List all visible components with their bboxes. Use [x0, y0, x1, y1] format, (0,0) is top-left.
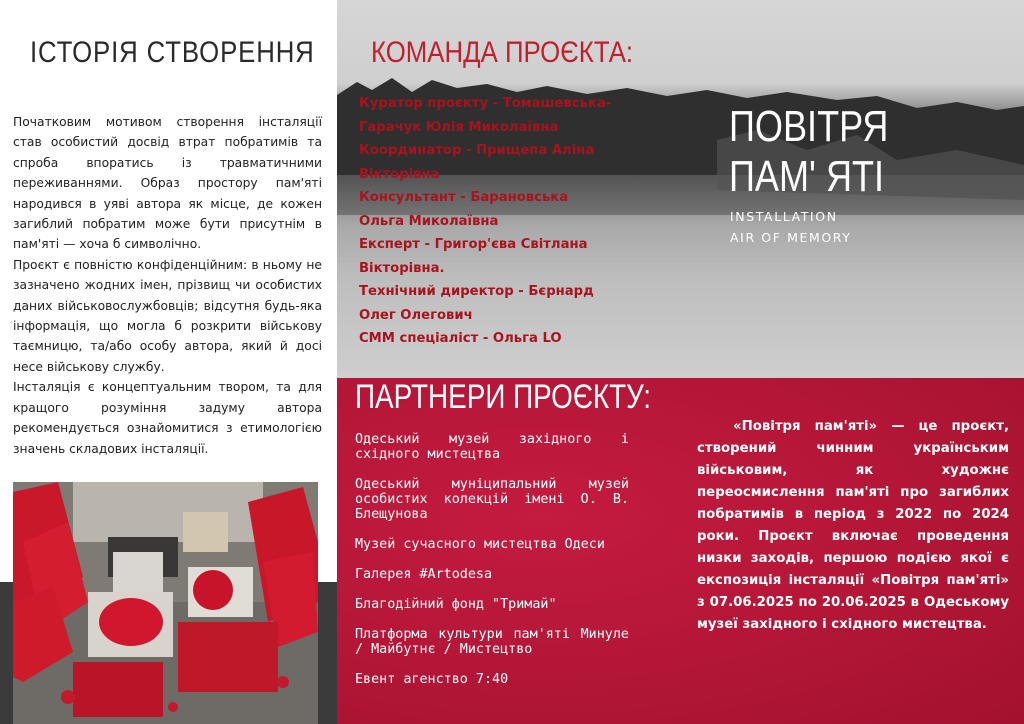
team-title: КОМАНДА ПРОЄКТА: [371, 36, 634, 69]
team-line: Олег Олегович [359, 307, 473, 323]
about-project-text: «Повітря пам'яті» — це проєкт, створений чинним українським військовим, як художнє переосмислення пам'яті про загиблих побратимів в період з 2022 по 2024 роки. Проєкт включає проведення низки заходів, першою подією якої є експозиція інсталяції «Повітря пам'яті» з 07.06.2025 по 20.06.2025 в Одеському музеї західного і східного мистецтва. [697, 419, 1009, 632]
team-line: Гарачук Юлія Миколаївна [359, 119, 559, 135]
partner-item: Платформа культури пам'яті Минуле / Майбутнє / Мистецтво [355, 627, 629, 657]
partners-list [355, 432, 629, 702]
partner-item: Одеський муніципальний музей особистих колекцій імені О. В. Блещунова [355, 477, 629, 522]
partner-item: Галерея #Artodesa [355, 567, 493, 582]
poster-title-line-2: ПАМ' ЯТІ [729, 152, 885, 201]
partner-item: Одеський музей західного і східного мистецтва [355, 432, 629, 462]
team-panel [337, 0, 1024, 378]
installation-photo [13, 482, 318, 724]
team-line: Куратор проєкту - Томашевська- [359, 96, 612, 111]
team-line: Технічний директор - Бєрнард [359, 284, 594, 299]
history-paragraph-2: Проєкт є повністю конфіденційним: в ньому не зазначено жодних імен, прізвищ чи особистих даних військовослужбовців; відсутня будь-яка інформація, що могла б розкрити військову таємницю, та/або особу автора, який й досі несе військову службу. [13, 257, 322, 374]
team-line: СММ спеціаліст - Ольга LO [359, 331, 562, 346]
poster-subtitle-line-2: AIR OF MEMORY [730, 230, 852, 245]
partners-panel [337, 378, 1024, 724]
team-line: Експерт - Григор'єва Світлана [359, 237, 588, 252]
team-line: Вікторівна. [359, 260, 445, 276]
history-paragraph-3: Інсталяція є концептуальним твором, та для кращого розуміння задуму автора рекомендується ознайомитися з етимологією значень складових інсталяції. [13, 380, 322, 456]
history-panel [0, 0, 337, 724]
history-paragraph-1: Початковим мотивом створення інсталяції став особистий досвід втрат побратимів та спроба впоратись із травматичними переживаннями. Образ простору пам'яті народився в уяві автора як місце, де кожен загиблий побратим може бути присутнім в пам'яті — хоча б символічно. [13, 115, 322, 252]
partner-item: Благодійний фонд "Тримай" [355, 597, 557, 612]
partners-title: ПАРТНЕРИ ПРОЄКТУ: [355, 378, 651, 416]
team-line: Координатор - Прищепа Аліна [359, 143, 595, 158]
partner-item: Евент агенство 7:40 [355, 672, 509, 687]
history-text [13, 112, 322, 459]
partner-item: Музей сучасного мистецтва Одеси [355, 537, 605, 552]
poster-subtitle [730, 206, 852, 248]
poster-title [729, 102, 888, 202]
team-list [359, 92, 659, 351]
team-line: Ольга Миколаївна [359, 213, 499, 229]
team-line: Консультант - Барановська [359, 190, 569, 205]
poster-subtitle-line-1: INSTALLATION [730, 209, 838, 224]
team-line: Вікторівна [359, 166, 440, 182]
poster-title-line-1: ПОВІТРЯ [729, 102, 889, 151]
history-title: ІСТОРІЯ СТВОРЕННЯ [30, 36, 315, 69]
